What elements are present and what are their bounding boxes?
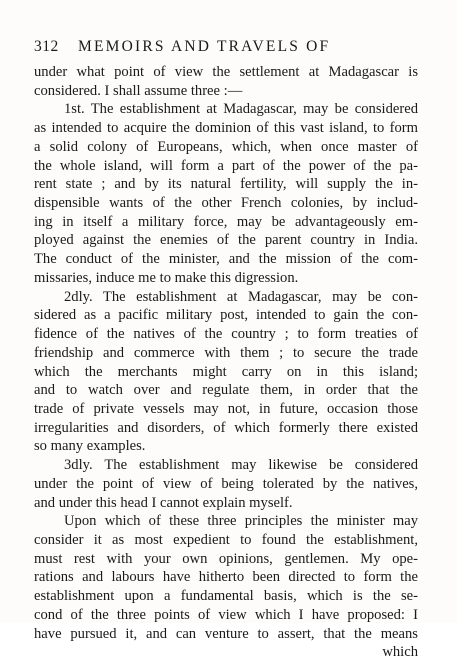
text-line: establishment upon a fundamental basis, which is the se- xyxy=(34,588,418,605)
text-line: under what point of view the settlement at Madagascar is xyxy=(34,64,418,80)
text-line: considered. I shall assume three :— xyxy=(34,82,243,99)
text-line: friendship and commerce with them ; to secure the trade xyxy=(34,344,418,361)
text-line: under the point of view of being tolerated by the natives, xyxy=(34,475,418,492)
text-line: missaries, induce me to make this digression. xyxy=(34,269,299,286)
text-line: consider it as most expedient to found the establishment, xyxy=(34,531,418,548)
text-line: so many examples. xyxy=(34,438,146,455)
paragraph-first-line: 3dly. The establishment may likewise be considered xyxy=(64,457,418,474)
text-line: cond of the three points of view which I have proposed: I xyxy=(34,606,418,623)
text-line: rations and labours have hitherto been directed to form the xyxy=(34,569,418,586)
text-line: ing in itself a military force, may be advantageously em- xyxy=(34,213,418,230)
paragraph-first-line: 2dly. The establishment at Madagascar, may be con- xyxy=(64,288,418,305)
body-text xyxy=(34,63,418,662)
text-line: must rest with your own opinions, gentlemen. My ope- xyxy=(34,550,418,567)
text-line: which the merchants might carry on in this island; xyxy=(34,363,418,380)
text-line: a solid colony of Europeans, which, when once master of xyxy=(34,138,418,155)
catchword: which xyxy=(382,644,418,661)
text-line: irregularities and disorders, of which formerly there existed xyxy=(34,419,418,436)
text-line: sidered as a pacific military post, intended to gain the con- xyxy=(34,307,418,324)
paragraph-first-line: Upon which of these three principles the minister may xyxy=(64,513,418,530)
page-header xyxy=(34,38,424,60)
text-line: trade of private vessels may not, in future, occasion those xyxy=(34,400,418,417)
text-line: as intended to acquire the dominion of this vast island, to form xyxy=(34,120,418,137)
text-line: fidence of the natives of the country ; to form treaties of xyxy=(34,326,418,343)
text-line: ployed against the enemies of the parent country in India. xyxy=(34,232,418,249)
text-line: and under this head I cannot explain myself. xyxy=(34,494,293,511)
text-line: dispensible wants of the other French colonies, by includ- xyxy=(34,195,418,212)
text-line: and to watch over and regulate them, in order that the xyxy=(34,382,418,399)
text-line: The conduct of the minister, and the mission of the com- xyxy=(34,251,418,268)
page-number: 312 xyxy=(34,38,59,55)
text-line: rent state ; and by its natural fertility, will supply the in- xyxy=(34,176,418,193)
paragraph-first-line: 1st. The establishment at Madagascar, may be considered xyxy=(64,101,418,118)
text-line: have pursued it, and can venture to assert, that the means xyxy=(34,625,418,642)
running-head: MEMOIRS AND TRAVELS OF xyxy=(78,38,331,55)
text-line: the whole island, will form a part of the power of the pa- xyxy=(34,157,418,174)
